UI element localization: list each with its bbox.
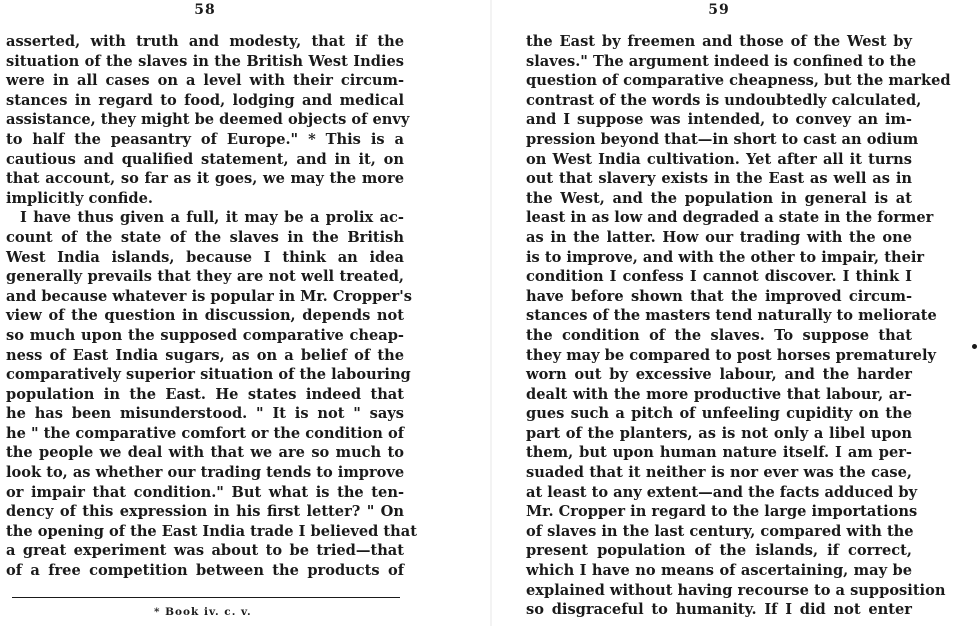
text-line: to half the peasantry of Europe." * This is a xyxy=(6,130,404,148)
text-line: the opening of the East India trade I believed that xyxy=(6,522,417,540)
text-line: a great experiment was about to be tried—that xyxy=(6,542,404,560)
text-line: were in all cases on a level with their circum- xyxy=(6,72,404,90)
footnote: * Book iv. c. v. xyxy=(154,606,252,618)
text-line: look to, as whether our trading tends to improve xyxy=(6,464,405,482)
footnote-rule xyxy=(12,597,400,598)
text-line: comparatively superior situation of the labouring xyxy=(6,366,411,384)
text-line: generally prevails that they are not well treated, xyxy=(6,268,404,286)
text-line: the East by freemen and those of the West by xyxy=(526,33,912,50)
text-line: they may be compared to post horses prematurely xyxy=(526,346,936,364)
text-line: as in the latter. How our trading with the one xyxy=(526,228,912,246)
text-line: dealt with the more productive that labour, ar- xyxy=(526,385,912,403)
text-line: the people we deal with that we are so much to xyxy=(6,444,404,462)
text-line: implicitly confide. xyxy=(6,189,153,207)
page-number-right: 59 xyxy=(708,2,730,18)
text-line: explained without having recourse to a supposition xyxy=(526,581,946,599)
text-line: gues such a pitch of unfeeling cupidity on the xyxy=(526,405,912,423)
text-line: of slaves in the last century, compared with the xyxy=(526,522,914,540)
text-line: have before shown that the improved circum- xyxy=(526,287,912,305)
text-line: out that slavery exists in the East as well as in xyxy=(526,170,912,188)
ink-speck-mark xyxy=(972,344,977,349)
text-line: stances of the masters tend naturally to meliorate xyxy=(526,307,937,325)
text-line: suaded that it neither is nor ever was the case, xyxy=(526,464,912,482)
text-line: and I suppose was intended, to convey an im- xyxy=(526,111,912,129)
page-number-left: 58 xyxy=(194,2,216,18)
text-line: question of comparative cheapness, but the marked xyxy=(526,72,951,90)
text-line: present population of the islands, if correct, xyxy=(526,542,912,560)
text-line: he has been misunderstood. " It is not " says xyxy=(6,405,404,423)
text-line: ness of East India sugars, as on a belief of the xyxy=(6,346,404,364)
text-line: pression beyond that—in short to cast an odium xyxy=(526,130,919,148)
left-page-text xyxy=(6,32,417,581)
paragraph-start-line: I have thus given a full, it may be a prolix ac- xyxy=(20,209,404,227)
text-line: assistance, they might be deemed objects of envy xyxy=(6,111,410,129)
text-line: is to improve, and with the other to impair, their xyxy=(526,248,925,266)
text-line: view of the question in discussion, depends not xyxy=(6,307,404,325)
text-line: stances in regard to food, lodging and medical xyxy=(6,91,404,109)
text-line: so much upon the supposed comparative cheap- xyxy=(6,326,404,344)
text-line: contrast of the words is undoubtedly calculated, xyxy=(526,91,922,109)
text-line: dency of this expression in his first letter? " On xyxy=(6,503,404,521)
text-line: at least to any extent—and the facts adduced by xyxy=(526,483,918,501)
text-line: asserted, with truth and modesty, that if the xyxy=(6,33,404,50)
text-line: that account, so far as it goes, we may the more xyxy=(6,170,404,188)
right-page-text xyxy=(526,32,951,620)
text-line: of a free competition between the products of xyxy=(6,562,404,580)
text-line: situation of the slaves in the British West Indies xyxy=(6,52,404,70)
text-line: the West, and the population in general is at xyxy=(526,189,912,207)
text-line: which I have no means of ascertaining, may be xyxy=(526,562,912,580)
page-fold xyxy=(490,0,492,626)
text-line: them, but upon human nature itself. I am per- xyxy=(526,444,912,462)
text-line: or impair that condition." But what is the ten- xyxy=(6,483,404,501)
text-line: the condition of the slaves. To suppose that xyxy=(526,326,912,344)
text-line: population in the East. He states indeed that xyxy=(6,385,404,403)
text-line: part of the planters, as is not only a libel upon xyxy=(526,424,912,442)
text-line: so disgraceful to humanity. If I did not enter xyxy=(526,601,912,619)
text-line: worn out by excessive labour, and the harder xyxy=(526,366,912,384)
text-line: condition I confess I cannot discover. I think I xyxy=(526,268,912,286)
text-line: on West India cultivation. Yet after all it turns xyxy=(526,150,912,168)
text-line: cautious and qualified statement, and in it, on xyxy=(6,150,404,168)
text-line: he " the comparative comfort or the condition of xyxy=(6,424,404,442)
text-line: count of the state of the slaves in the British xyxy=(6,228,404,246)
text-line: least in as low and degraded a state in the former xyxy=(526,209,934,227)
text-line: Mr. Cropper in regard to the large importations xyxy=(526,503,918,521)
text-line: West India islands, because I think an idea xyxy=(6,248,404,266)
text-line: slaves." The argument indeed is confined to the xyxy=(526,52,917,70)
text-line: and because whatever is popular in Mr. Cropper's xyxy=(6,287,412,305)
